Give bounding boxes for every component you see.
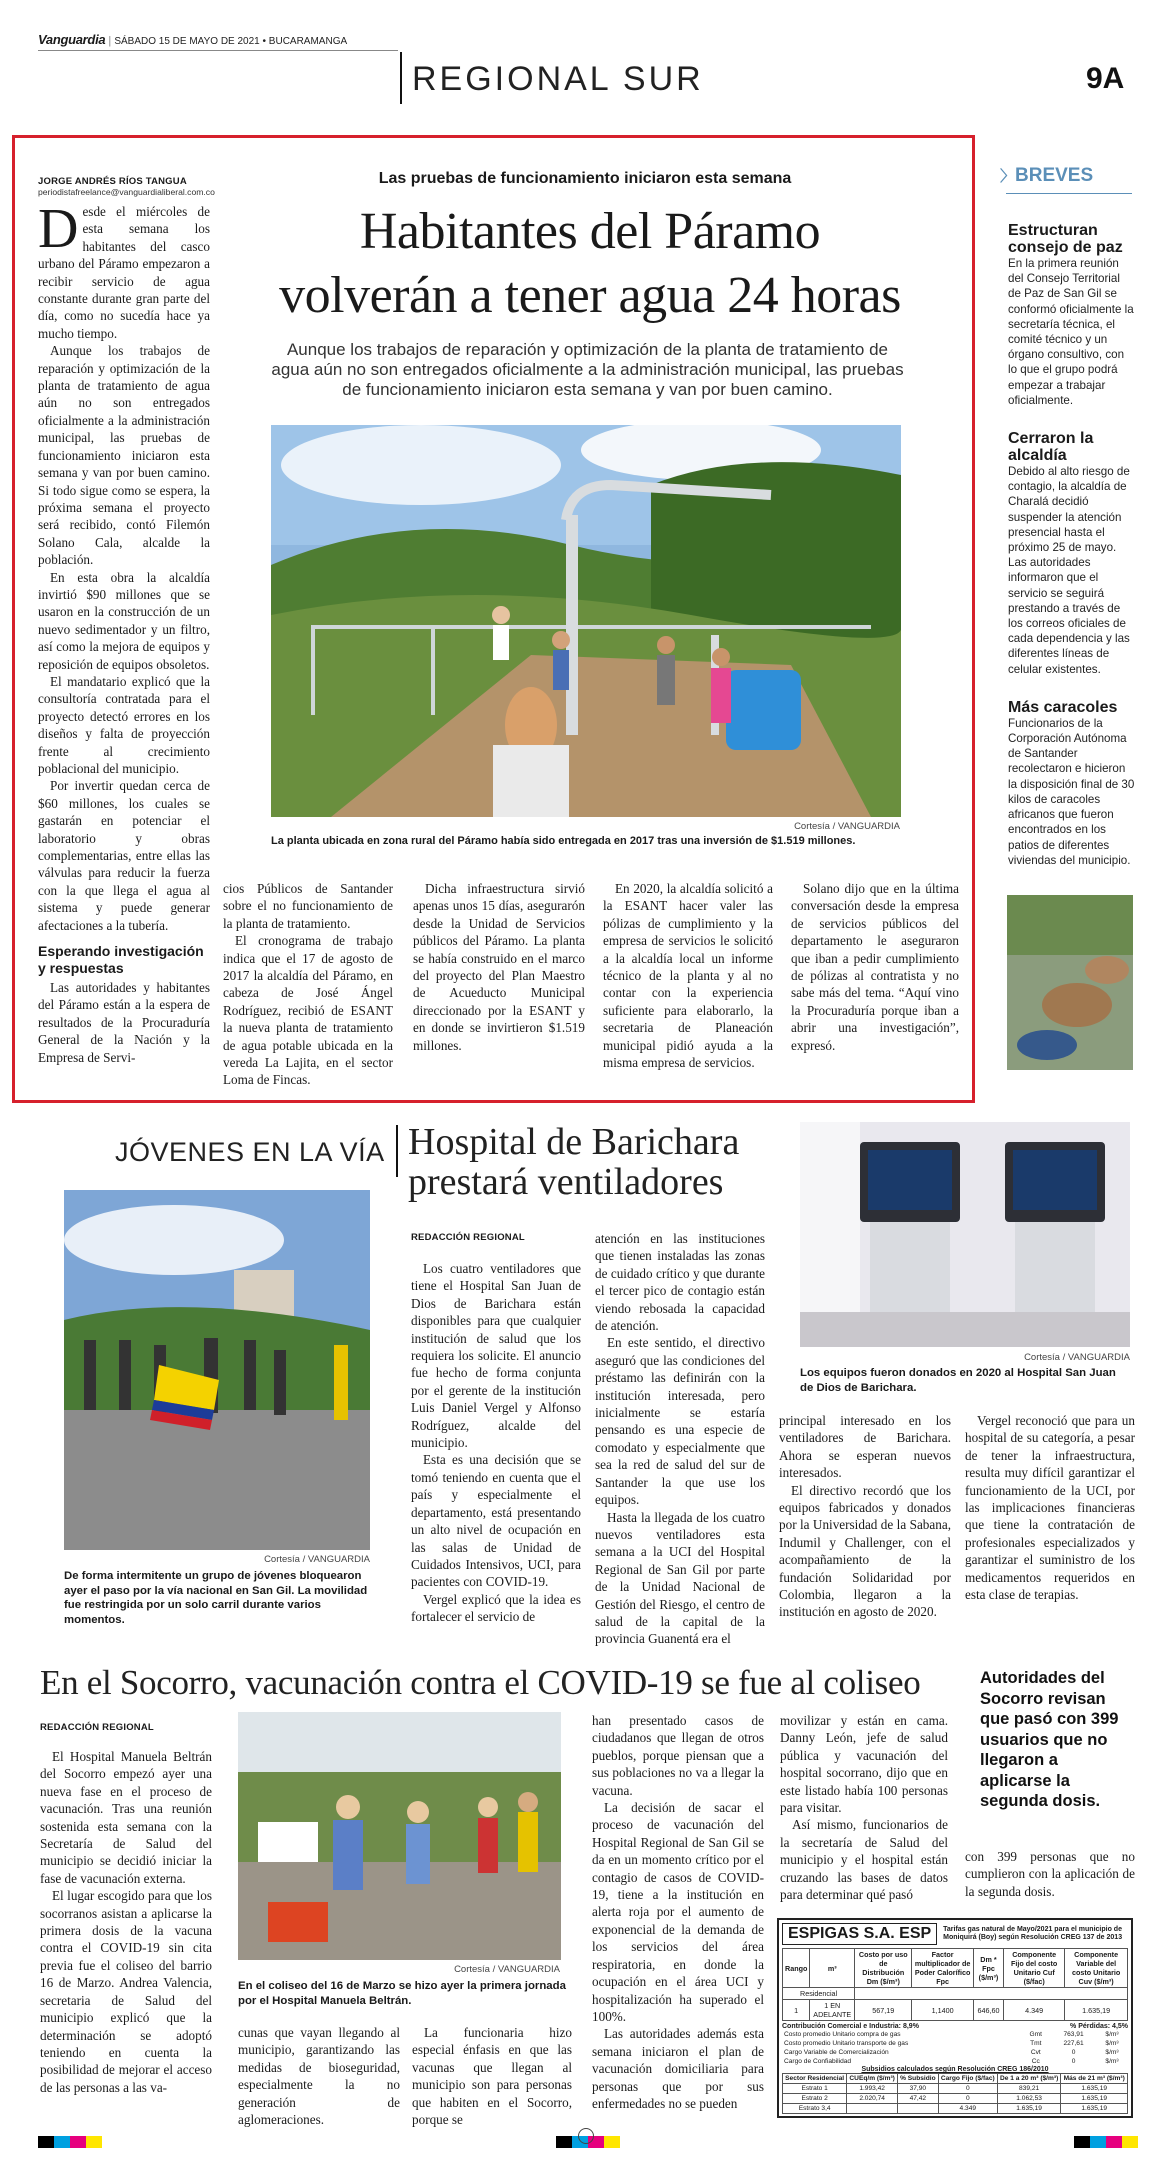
lead-col-2: cios Públicos de Santander sobre el no funcionamiento de la planta de tratamiento. El cronograma de trabajo indica que el 17 de agosto de 2017 la alcaldía del Páramo, en cabeza de José Ángel Rodríguez, recibió de ESANT la nueva planta de tratamiento de agua potable ubicada en la vereda La Lajita, en el sector Loma de Fincas.	[223, 881, 393, 1088]
author-email: periodistafreelance@vanguardialiberal.com.co	[38, 187, 215, 197]
lead-kicker: Las pruebas de funcionamiento iniciaron esta semana	[378, 170, 792, 187]
registration-mark-icon	[578, 2128, 594, 2144]
hospital-photo	[800, 1122, 1130, 1347]
lead-photo-caption: La planta ubicada en zona rural del Páramo había sido entregada en 2017 tras una inversión de $1.519 millones.	[271, 835, 856, 847]
briefs-rule	[1006, 193, 1132, 194]
subhead: Esperando investigación y respuestas	[38, 943, 204, 977]
socorro-pull-quote: Autoridades del Socorro revisan que pasó con 399 usuarios que no llegaron a aplicarse la segunda dosis.	[980, 1669, 1119, 1810]
snails-image	[1007, 895, 1133, 1070]
table-row: 1 1 EN ADELANTE 567,19 1,1400 646,60 4.349 1.635,19	[783, 2000, 1128, 2021]
socorro-photo	[238, 1712, 561, 1960]
headline-line-2: volverán a tener agua 24 horas	[279, 267, 901, 324]
socorro-headline: En el Socorro, vacunación contra el COVID-19 se fue al coliseo	[40, 1663, 921, 1702]
jovenes-photo	[64, 1190, 370, 1550]
header-divider	[400, 52, 402, 104]
hospital-col-4: Vergel reconoció que para un hospital de su categoría, a pesar de tener la infraestructura, resulta muy difícil garantizar el funcionamiento de la UCI, por las implicaciones financieras que tiene la contratación de profesionales especializados y garantizar el suministro de los medicamentos requeridos en esta clase de terapias.	[965, 1413, 1135, 1603]
socorro-col-6: con 399 personas que no cumplieron con la aplicación de la segunda dosis.	[965, 1849, 1135, 1899]
water-plant-image	[271, 425, 901, 817]
socorro-col-2: cunas que vayan llegando al municipio, garantizando las medidas de bioseguridad, especialmente la no generación de aglomeraciones.	[238, 2025, 400, 2128]
roadblock-image	[64, 1190, 370, 1550]
costs-table	[782, 2030, 1128, 2066]
ad-subtitle: Tarifas gas natural de Mayo/2021 para el municipio de Moniquirá (Boy) según Resolución CREG 137 de 2013	[943, 1926, 1123, 1941]
hospital-headline: Hospital de Barichara prestará ventiladores	[408, 1121, 740, 1203]
socorro-col-3: La funcionaria hizo especial énfasis en que las vacunas que llegan al municipio son para personas que habiten en el Socorro, porque se	[412, 2025, 572, 2128]
lead-headline	[230, 200, 950, 328]
table-row: Costo promedio Unitario compra de gas Gmt 763,91 $/m³	[784, 2031, 1119, 2038]
jovenes-caption: De forma intermitente un grupo de jóvenes bloquearon ayer el paso por la vía nacional en San Gil. La movilidad fue restringida por un solo carril durante varios momentos.	[64, 1570, 368, 1626]
masthead: Vanguardia | SÁBADO 15 DE MAYO DE 2021 • BUCARAMANGA	[38, 32, 348, 47]
gas-tariff-ad: ESPIGAS S.A. ESP Tarifas gas natural de Mayo/2021 para el municipio de Moniquirá (Boy) según Resolución CREG 137 de 2013 Rango m³ Costo por uso de Distribución Dm ($/m³) Factor multiplicador de Poder Calorífico Fpc Dm * Fpc ($/m³) Componente Fijo del costo Unitario Cuf ($/fac) Componente Variable del costo Unitario Cuv ($/m³) Residencial 1 1 EN ADELANTE 567,19 1,1400 646,60 4.349 1.635,19 Contribución Comercial e Industria: 8,9% % Pérdidas: 4,5% Costo promedio Unitario compra de gas Gmt 763,91 $/m³ Costo promedio Unitario transporte de gas Tmt 227,61 $/m³ Cargo Variable de Comercialización Cvt 0 $/m³ Cargo de Confiabilidad Cc 0 $/m³ Subsidios calculados según Resolución CREG 186/2010 Sector Residencial CUEq/m ($/m³) % Subsidio Cargo Fijo ($/fac) De 1 a 20 m³ ($/m³) Más de 21 m³ ($/m³) Estrato 1 1.993,42 37,90 0 839,21 1.635,19 Estrato 2 2.020,74 47,42 0 1.062,53 1.635,19 Estrato 3,4 4.349 1.635,19 1.635,19	[777, 1918, 1133, 2118]
jovenes-credit: Cortesía / VANGUARDIA	[264, 1554, 370, 1565]
lead-photo-credit: Cortesía / VANGUARDIA	[794, 821, 900, 832]
hospital-credit: Cortesía / VANGUARDIA	[1024, 1352, 1130, 1363]
socorro-col-4: han presentado casos de ciudadanos que llegan de otros pueblos, porque piensan que a sus poblaciones no va a llegar la vacuna. La decisión de sacar el proceso de vacunación del Hospital Regional de San Gil se da en un momento crítico por el contagio de casos de COVID-19, tiene a la institución en alerta roja por el aumento de exponencial de la demanda de los servicios del área respiratoria, en donde la ocupación en el área UCI y hospitalización ha superado el 100%. Las autoridades además esta semana iniciaron el plan de vacunación domiciliaria para personas que por sus enfermedades no se pueden	[592, 1713, 764, 2111]
table-row: Cargo Variable de Comercialización Cvt 0 $/m³	[784, 2049, 1119, 2056]
socorro-col-1: El Hospital Manuela Beltrán del Socorro empezó ayer una nueva fase en el proceso de vacunación. Tras una reunión sostenida esta semana con la Secretaría de Salud del municipio se decidió iniciar la fase de vacunación externa. El lugar escogido para que los socorranos asistan a aplicarse la primera dosis de la vacuna contra el COVID-19 sin cita previa fue el coliseo del barrio 16 de Marzo. Andrea Valencia, secretaria de Salud del municipio explicó que la determinación se adoptó teniendo en cuenta la posibilidad de mejorar el acceso de las personas a las va-	[40, 1749, 212, 2095]
table-row: Costo promedio Unitario transporte de gas Tmt 227,61 $/m³	[784, 2040, 1119, 2047]
lead-col-5: Solano dijo que en la última conversación desde la empresa de servicios públicos del departamento le aseguraron que iban a pedir cumplimiento de pólizas al contratista y no sabe más del tema. “Aquí vino la Procuraduría porque iban a abrir una investigación”, expresó.	[791, 881, 959, 1053]
brand: Vanguardia	[38, 32, 106, 47]
socorro-byline: REDACCIÓN REGIONAL	[40, 1722, 154, 1733]
brief-item: Estructuran consejo de paz En la primera reunión del Consejo Territorial de Paz de San Gil se conformó oficialmente la secretaría técnica, el comité técnico y un órgano consultivo, con lo que el grupo podrá empezar a trabajar oficialmente.	[1008, 222, 1134, 407]
table-row: Estrato 2 2.020,74 47,42 0 1.062,53 1.635,19	[783, 2094, 1128, 2104]
subsidy-table: Sector Residencial CUEq/m ($/m³) % Subsidio Cargo Fijo ($/fac) De 1 a 20 m³ ($/m³) Más de 21 m³ ($/m³) Estrato 1 1.993,42 37,90 0 839,21 1.635,19 Estrato 2 2.020,74 47,42 0 1.062,53 1.635,19 Estrato 3,4 4.349 1.635,19 1.635,19	[782, 2073, 1128, 2114]
ventilators-image	[800, 1122, 1130, 1347]
header-rule	[38, 50, 398, 51]
vaccination-image	[238, 1712, 561, 1960]
hospital-caption: Los equipos fueron donados en 2020 al Hospital San Juan de Dios de Barichara.	[800, 1367, 1116, 1394]
lead-deck: Aunque los trabajos de reparación y optimización de la planta de tratamiento de agua aún no son entregados oficialmente a la administración municipal, las pruebas de funcionamiento iniciaron esta semana y van por buen camino.	[271, 340, 904, 399]
hospital-col-1: Los cuatro ventiladores que tiene el Hospital San Juan de Dios de Barichara están disponibles para que cualquier institución de salud que los requiera los solicite. El anuncio fue hecho de forma conjunta por el gerente de la institución Luis Daniel Vergel y Alfonso Rodríguez, alcalde del municipio. Esta es una decisión que se tomó teniendo en cuenta que el país y especialmente el departamento, está presentando un alto nivel de ocupación en las salas de Unidad de Cuidados Intensivos, UCI, para pacientes con COVID-19. Vergel explicó que la idea es fortalecer el servicio de	[411, 1261, 581, 1625]
table-row: Cargo de Confiabilidad Cc 0 $/m³	[784, 2058, 1119, 2065]
hospital-col-2: atención en las instituciones que tienen instaladas las zonas de cuidado crítico y que durante el tercer pico de contagio están viendo rebosada la capacidad de atención. En este sentido, el directivo aseguró que las condiciones del préstamo las definirán con la institución interesada, pero inicialmente se estaría pensando es una especie de comodato y especialmente que sea la red de salud del sur de Santander la que use los equipos. Hasta la llegada de los cuatro nuevos ventiladores esta semana a la UCI del Hospital Regional de San Gil por parte de la Unidad Nacional de Gestión del Riesgo, el centro de salud de la capital de la provincia Guanentá era el	[595, 1231, 765, 1647]
headline-line-1: Habitantes del Páramo	[359, 203, 821, 260]
date-line: SÁBADO 15 DE MAYO DE 2021 • BUCARAMANGA	[114, 36, 348, 47]
lead-text-col-1: D esde el miércoles de esta semana los habitantes del casco urbano del Páramo empezaron a recibir servicio de agua constante durante gran parte del día, como no sucedía hace ya mucho tiempo. Aunque los trabajos de reparación y optimización de la planta de tratamiento de agua aún no son entregados oficialmente a la administración municipal, las pruebas de funcionamiento iniciaron esta semana y van por buen camino. Si todo sigue como se espera, la próxima semana el proyecto será recibido, contó Filemón Solano Cala, alcalde la población. En esta obra la alcaldía invirtió $90 millones que se usaron en la construcción de un nuevo sedimentador y un filtro, así como la mejora de equipos y reposición de equipos obsoletos. El mandatario explicó que la consultoría contratada para el proyecto detectó errores en los diseños y falta de proyección frente al crecimiento poblacional del municipio. Por invertir quedan cerca de $60 millones, los cuales se gastarán en potenciar el laboratorio y obras complementarias, entre ellas las válvulas para reducir la fuerza con la que llega el agua al sistema y puede generar afectaciones a la tubería. Esperando investigación y respuestas Las autoridades y habitantes del Páramo están a la espera de resultados de la Procuraduría General de la Nación y la Empresa de Servi-	[38, 198, 210, 1065]
hospital-rule	[396, 1125, 398, 1177]
author: JORGE ANDRÉS RÍOS TANGUA	[38, 176, 187, 187]
socorro-caption: En el coliseo del 16 de Marzo se hizo ayer la primera jornada por el Hospital Manuela Beltrán.	[238, 1980, 566, 2007]
ad-company: ESPIGAS S.A. ESP	[782, 1923, 937, 1945]
table-row: Estrato 1 1.993,42 37,90 0 839,21 1.635,19	[783, 2084, 1128, 2094]
hospital-col-3: principal interesado en los ventiladores de Barichara. Ahora se esperan nuevos interesados. El directivo recordó que los equipos fabricados y donados por la Universidad de la Sabana, Indumil y Challenger, con el acompañamiento de la fundación Solidaridad por Colombia, llegaron a la institución en agosto de 2020.	[779, 1413, 951, 1620]
table-row: Estrato 3,4 4.349 1.635,19 1.635,19	[783, 2104, 1128, 2114]
briefs-column	[1008, 222, 1136, 868]
lead-col-1	[38, 176, 215, 1066]
page-number: 9A	[1086, 62, 1125, 95]
tariff-table: Rango m³ Costo por uso de Distribución Dm ($/m³) Factor multiplicador de Poder Calorífico Fpc Dm * Fpc ($/m³) Componente Fijo del costo Unitario Cuf ($/fac) Componente Variable del costo Unitario Cuv ($/m³) Residencial 1 1 EN ADELANTE 567,19 1,1400 646,60 4.349 1.635,19	[782, 1948, 1128, 2021]
snails-photo	[1007, 895, 1133, 1070]
brief-item: Más caracoles Funcionarios de la Corporación Autónoma de Santander recolectaron e hicieron la disposición final de 30 kilos de caracoles africanos que fueron encontrados en los patios de diferentes viviendas del municipio.	[1008, 698, 1135, 867]
brief-item: Cerraron la alcaldía Debido al alto riesgo de contagio, la alcaldía de Charalá decidió suspender la atención presencial hasta el próximo 25 de mayo. Las autoridades informaron que el servicio se seguirá prestando a través de los correos oficiales de cada dependencia y las diferentes líneas de celular existentes.	[1008, 430, 1130, 676]
socorro-credit: Cortesía / VANGUARDIA	[454, 1964, 560, 1975]
socorro-col-5: movilizar y están en cama. Danny León, jefe de salud pública y vacunación del hospital socorrano, dijo que en este listado había 100 personas para visitar. Así mismo, funcionarios de la secretaría de Salud del municipio y el hospital están cruzando las bases de datos para determinar qué pasó	[780, 1713, 948, 1903]
lead-col-3: Dicha infraestructura sirvió apenas unos 15 días, asegurarón desde la Unidad de Servicios públicos del Páramo. La planta se había construido en el marco del proyecto del Plan Maestro de Acueducto Municipal direccionado por la ESANT y en donde se invirtieron $1.519 millones.	[413, 881, 585, 1053]
section-title: REGIONAL SUR	[412, 60, 704, 98]
briefs-label: 〉BREVES	[1000, 165, 1094, 186]
lead-col-4: En 2020, la alcaldía solicitó a la ESANT hacer valer las pólizas de cumplimiento y la empresa de servicios le solicitó a la alcaldía local un informe técnico de la planta y al no contar con la experiencia suficiente para elaborarlo, la secretaria de Planeación municipal pidió ayuda a la misma empresa de servicios.	[603, 881, 773, 1071]
lead-photo	[271, 425, 901, 817]
hospital-byline: REDACCIÓN REGIONAL	[411, 1232, 525, 1243]
jovenes-title: JÓVENES EN LA VÍA	[115, 1137, 385, 1167]
dropcap: D	[38, 198, 79, 260]
